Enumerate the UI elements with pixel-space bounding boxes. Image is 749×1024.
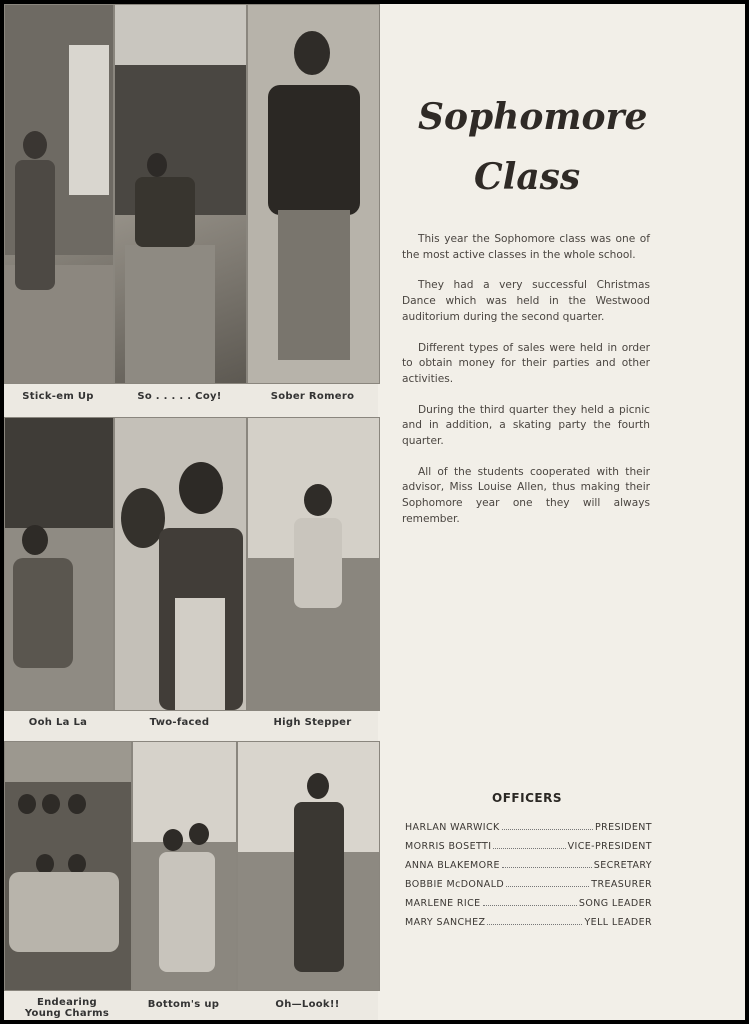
- caption-stick-em-up: Stick-em Up: [22, 391, 94, 402]
- officer-name: ANNA BLAKEMORE: [405, 860, 500, 871]
- photo-grid: [4, 4, 378, 1020]
- officer-role: YELL LEADER: [584, 917, 652, 928]
- leader-dots: [483, 896, 577, 906]
- leader-dots: [502, 820, 593, 830]
- photo-endearing-young-charms: [4, 741, 132, 991]
- caption-oh-look: Oh—Look!!: [275, 999, 340, 1010]
- officer-role: SONG LEADER: [578, 898, 652, 909]
- photo-bottoms-up: [132, 741, 237, 991]
- photo-high-stepper: [247, 417, 380, 711]
- paragraph-3: Different types of sales were held in order to obtain money for their parties and other activities.: [402, 341, 650, 385]
- caption-bottoms-up: Bottom's up: [147, 999, 220, 1010]
- paragraph-5: All of the students cooperated with their advisor, Miss Louise Allen, thus making their Sophomore year one they will always remember.: [402, 465, 650, 525]
- officer-name: HARLAN WARWICK: [405, 822, 500, 833]
- paragraph-1: This year the Sophomore class was one of the most active classes in the whole school.: [402, 233, 650, 261]
- photo-sober-romero: [247, 4, 380, 384]
- leader-dots: [502, 858, 592, 868]
- photo-stick-em-up: [4, 4, 114, 384]
- officer-row: [405, 820, 652, 834]
- leader-dots: [506, 877, 589, 887]
- officer-role: PRESIDENT: [595, 822, 652, 833]
- caption-ooh-la-la: Ooh La La: [28, 717, 88, 728]
- caption-endearing: Endearing: [37, 997, 97, 1008]
- officer-name: MARY SANCHEZ: [405, 917, 486, 928]
- officer-role: TREASURER: [591, 879, 652, 890]
- caption-two-faced: Two-faced: [149, 717, 210, 728]
- article-text: [402, 232, 650, 543]
- photo-oh-look: [237, 741, 380, 991]
- officer-name: MARLENE RICE: [405, 898, 481, 909]
- leader-dots: [493, 839, 565, 849]
- caption-sober-romero: Sober Romero: [270, 391, 355, 402]
- officer-role: VICE-PRESIDENT: [567, 841, 652, 852]
- leader-dots: [487, 915, 582, 925]
- officer-row: [405, 858, 652, 872]
- officer-name: MORRIS BOSETTI: [405, 841, 492, 852]
- photo-two-faced: [114, 417, 247, 711]
- photo-so-coy: [114, 4, 247, 384]
- officers-title: OFFICERS: [492, 791, 562, 805]
- officer-name: BOBBIE McDONALD: [405, 879, 505, 890]
- paragraph-2: They had a very successful Christmas Dance which was held in the Westwood auditorium during the second quarter.: [402, 279, 650, 323]
- officer-row: [405, 915, 652, 929]
- heading-line-1: Sophomore: [418, 96, 648, 138]
- officer-row: [405, 877, 652, 891]
- officer-row: [405, 839, 652, 853]
- paragraph-4: During the third quarter they held a picnic and in addition, a skating party the fourth quarter.: [402, 403, 650, 448]
- photo-ooh-la-la: [4, 417, 114, 711]
- yearbook-page: [4, 4, 745, 1020]
- heading-line-2: Class: [474, 156, 581, 198]
- caption-young-charms: Young Charms: [24, 1008, 110, 1019]
- officer-row: [405, 896, 652, 910]
- officer-role: SECRETARY: [593, 860, 652, 871]
- caption-so-coy: So . . . . . Coy!: [137, 391, 222, 402]
- caption-high-stepper: High Stepper: [273, 717, 352, 728]
